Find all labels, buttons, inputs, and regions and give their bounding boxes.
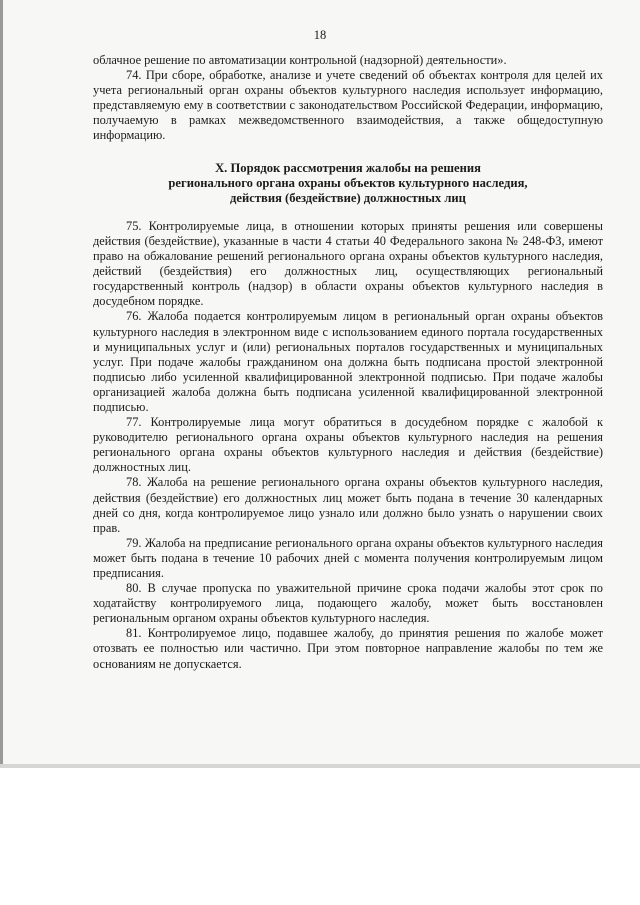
section-heading-line-3: действия (бездействие) должностных лиц: [230, 190, 466, 205]
paragraph-76: 76. Жалоба подается контролируемым лицом в региональный орган охраны объектов культурного наследия в электронном виде с использованием единого портала государственных и муниципальных услуг и (или) региональных порталов государственных и муниципальных услуг. При подаче жалобы гражданином она должна быть подписана простой электронной подписью либо усиленной квалифицированной электронной подписью. При подаче жалобы организацией жалоба должна быть подписана усиленной квалифицированной электронной подписью.: [93, 309, 603, 414]
section-heading: [93, 161, 603, 206]
paragraph-81: 81. Контролируемое лицо, подавшее жалобу, до принятия решения по жалобе может отозвать ее полностью или частично. При этом повторное направление жалобы по тем же основаниям не допускается.: [93, 626, 603, 671]
paragraph-80: 80. В случае пропуска по уважительной причине срока подачи жалобы этот срок по ходатайству контролируемого лица, подающего жалобу, может быть восстановлен региональным органом охраны объектов культурного наследия.: [93, 581, 603, 626]
blank-margin: [0, 768, 640, 905]
paragraph-75: 75. Контролируемые лица, в отношении которых приняты решения или совершены действия (бездействие), указанные в части 4 статьи 40 Федерального закона № 248-ФЗ, имеют право на обжалование решений регионального органа охраны объектов культурного наследия, действий (бездействия) его должностных лиц, осуществляющих региональный государственный контроль (надзор) в области охраны объектов культурного наследия в досудебном порядке.: [93, 218, 603, 309]
section-heading-line-2: регионального органа охраны объектов культурного наследия,: [168, 175, 528, 190]
paragraph-74: 74. При сборе, обработке, анализе и учете сведений об объектах контроля для целей их учета региональный орган охраны объектов культурного наследия использует информацию, представляемую ему в соответствии с законодательством Российской Федерации, информацию, получаемую в рамках межведомственного взаимодействия, а также общедоступную информацию.: [93, 68, 603, 143]
document-body: [93, 53, 603, 672]
page-number: 18: [313, 28, 327, 42]
section-heading-line-1: X. Порядок рассмотрения жалобы на решения: [215, 160, 481, 175]
paragraph-78: 78. Жалоба на решение регионального органа охраны объектов культурного наследия, действия (бездействие) его должностных лиц может быть подана в течение 30 календарных дней со дня, когда контролируемое лицо узнало или должно было узнать о нарушении своих прав.: [93, 475, 603, 535]
paragraph-77: 77. Контролируемые лица могут обратиться в досудебном порядке с жалобой к руководителю регионального органа охраны объектов культурного наследия на решения регионального органа охраны объектов культурного наследия и действия (бездействие) должностных лиц.: [93, 415, 603, 475]
paragraph-79: 79. Жалоба на предписание регионального органа охраны объектов культурного наследия может быть подана в течение 10 рабочих дней с момента получения контролируемым лицом предписания.: [93, 535, 603, 580]
scan-left-edge: [0, 0, 3, 768]
continuation-paragraph: облачное решение по автоматизации контрольной (надзорной) деятельности».: [93, 53, 507, 67]
